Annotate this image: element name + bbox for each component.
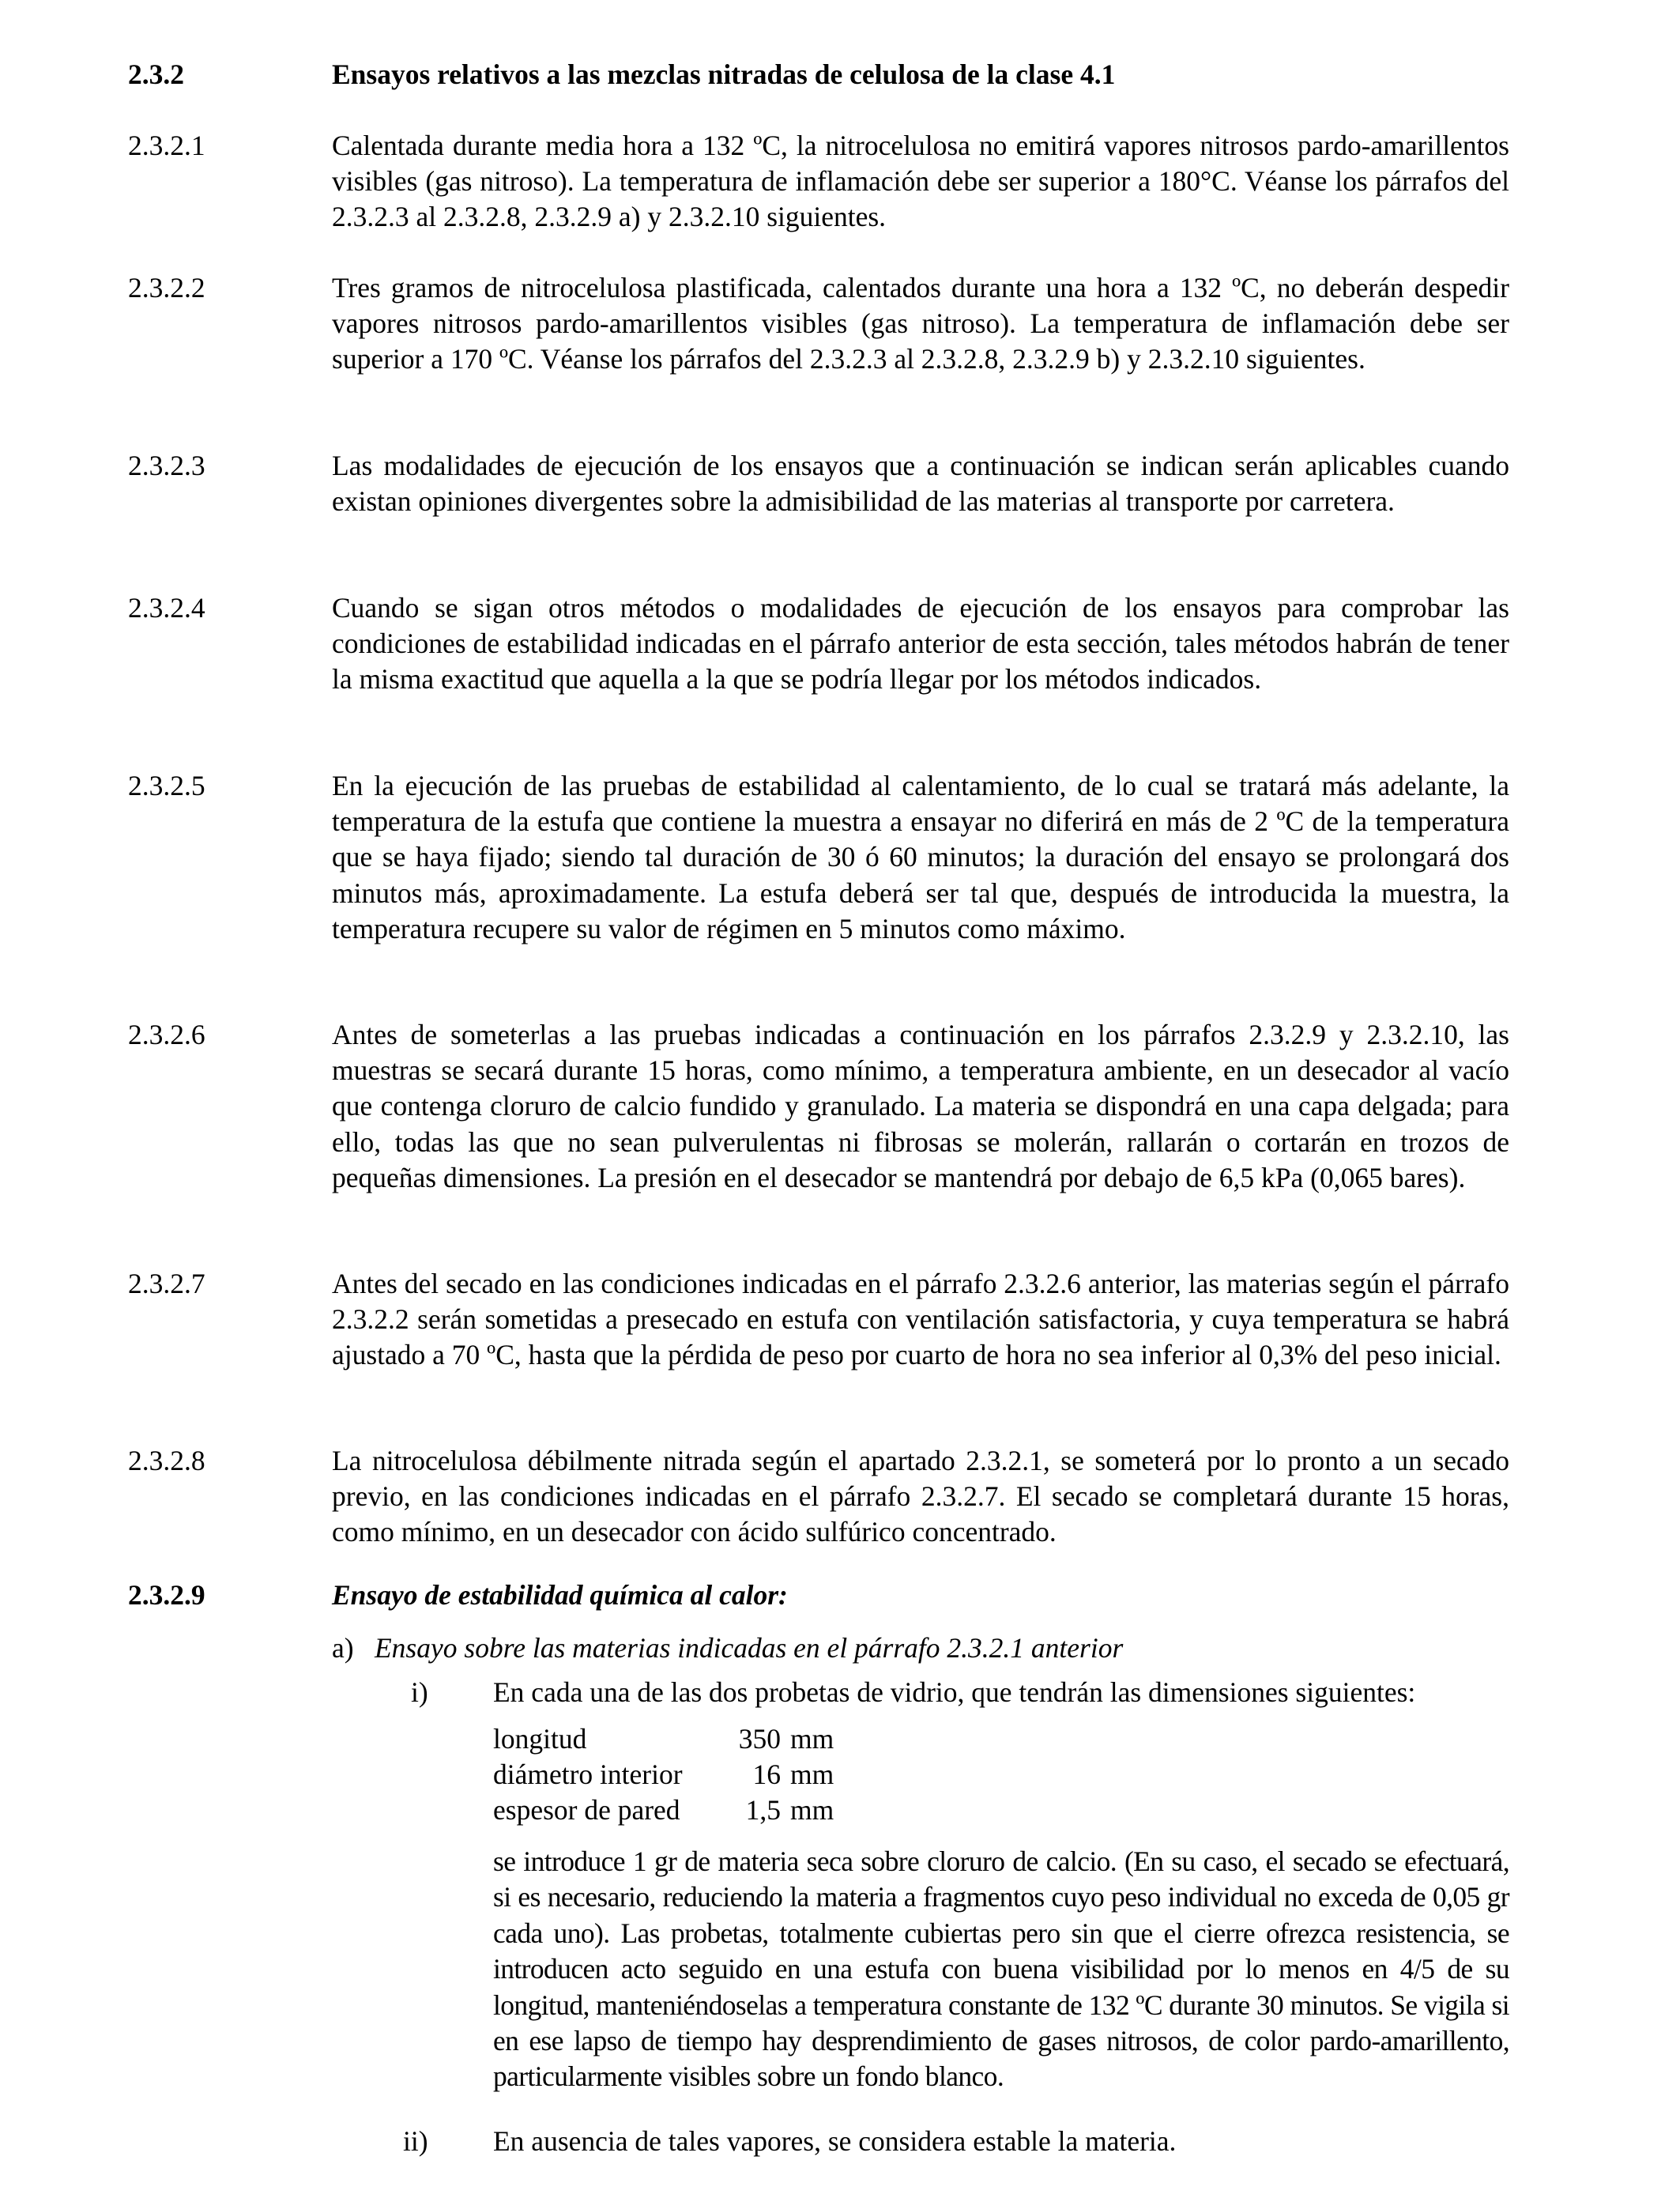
paragraph-number: 2.3.2.5	[128, 770, 205, 801]
paragraph-number: 2.3.2.2	[128, 272, 205, 303]
dimension-value: 1,5	[745, 1794, 781, 1826]
paragraph-text: Calentada durante media hora a 132 ºC, la nitrocelulosa no emitirá vapores nitrosos pardo-amarillentos visibles (gas nitroso). La temperatura de inflamación debe ser superior a 180°C. Véanse los párrafos del 2.3.2.3 al 2.3.2.8, 2.3.2.9 a) y 2.3.2.10 siguientes.	[332, 130, 1509, 233]
dimension-unit: mm	[790, 1759, 834, 1790]
dimension-row	[493, 1793, 853, 1828]
paragraph-text: Tres gramos de nitrocelulosa plastificada, calentados durante una hora a 132 ºC, no deberán despedir vapores nitrosos pardo-amarillentos visibles (gas nitroso). La temperatura de inflamación debe ser superior a 170 ºC. Véanse los párrafos del 2.3.2.3 al 2.3.2.8, 2.3.2.9 b) y 2.3.2.10 siguientes.	[332, 272, 1509, 375]
test-section-title: Ensayo de estabilidad química al calor:	[332, 1579, 788, 1611]
item-i-text: se introduce 1 gr de materia seca sobre cloruro de calcio. (En su caso, el secado se efectuará, si es necesario, reduciendo la materia a fragmentos cuyo peso individual no exceda de 0,05 gr cada uno). Las probetas, totalmente cubiertas pero sin que el cierre ofrezca resistencia, se introducen acto seguido en una estufa con buena visibilidad por lo menos en 4/5 de su longitud, manteniéndoselas a temperatura constante de 132 ºC durante 30 minutos. Se vigila si en ese lapso de tiempo hay desprendimiento de gases nitrosos, de color pardo-amarillento, particularmente visibles sobre un fondo blanco.	[493, 1845, 1509, 2093]
paragraph-number: 2.3.2.4	[128, 592, 205, 624]
item-i-intro: En cada una de las dos probetas de vidrio, que tendrán las dimensiones siguientes:	[493, 1676, 1416, 1708]
dimension-name: longitud	[493, 1723, 587, 1755]
dimension-value: 350	[738, 1723, 781, 1755]
dimensions-table	[493, 1721, 853, 1828]
dimension-value: 16	[752, 1759, 781, 1790]
item-a-title: Ensayo sobre las materias indicadas en el párrafo 2.3.2.1 anterior	[375, 1632, 1124, 1664]
dimension-row	[493, 1721, 853, 1757]
dimension-row	[493, 1757, 853, 1793]
section-title: Ensayos relativos a las mezclas nitradas de celulosa de la clase 4.1	[332, 58, 1116, 90]
paragraph-number: 2.3.2.3	[128, 450, 205, 481]
test-section-number: 2.3.2.9	[128, 1579, 205, 1611]
dimension-name: diámetro interior	[493, 1759, 683, 1790]
paragraph-text: Las modalidades de ejecución de los ensayos que a continuación se indican serán aplicables cuando existan opiniones divergentes sobre la admisibilidad de las materias al transporte por carretera.	[332, 450, 1509, 518]
paragraph-text: Antes del secado en las condiciones indicadas en el párrafo 2.3.2.6 anterior, las materias según el párrafo 2.3.2.2 serán sometidas a presecado en estufa con ventilación satisfactoria, y cuya temperatura se habrá ajustado a 70 ºC, hasta que la pérdida de peso por cuarto de hora no sea inferior al 0,3% del peso inicial.	[332, 1268, 1509, 1371]
dimension-unit: mm	[790, 1794, 834, 1826]
paragraph-number: 2.3.2.8	[128, 1445, 205, 1476]
paragraph-text: En la ejecución de las pruebas de estabilidad al calentamiento, de lo cual se tratará más adelante, la temperatura de la estufa que contiene la muestra a ensayar no diferirá en más de 2 ºC de la temperatura que se haya fijado; siendo tal duración de 30 ó 60 minutos; la duración del ensayo se prolongará dos minutos más, aproximadamente. La estufa deberá ser tal que, después de introducida la muestra, la temperatura recupere su valor de régimen en 5 minutos como máximo.	[332, 770, 1509, 944]
item-i-label: i)	[411, 1676, 428, 1708]
dimension-name: espesor de pared	[493, 1794, 680, 1826]
item-ii-text: En ausencia de tales vapores, se considera estable la materia.	[493, 2125, 1177, 2157]
item-a-label: a)	[332, 1632, 354, 1664]
dimension-unit: mm	[790, 1723, 834, 1755]
paragraph-number: 2.3.2.1	[128, 130, 205, 161]
paragraph-text: Antes de someterlas a las pruebas indicadas a continuación en los párrafos 2.3.2.9 y 2.3.2.10, las muestras se secará durante 15 horas, como mínimo, a temperatura ambiente, en un desecador al vacío que contenga cloruro de calcio fundido y granulado. La materia se dispondrá en una capa delgada; para ello, todas las que no sean pulverulentas ni fibrosas se molerán, rallarán o cortarán en trozos de pequeñas dimensiones. La presión en el desecador se mantendrá por debajo de 6,5 kPa (0,065 bares).	[332, 1019, 1509, 1193]
item-ii-label: ii)	[403, 2125, 428, 2157]
paragraph-number: 2.3.2.6	[128, 1019, 205, 1050]
section-number: 2.3.2	[128, 58, 184, 90]
paragraph-text: Cuando se sigan otros métodos o modalidades de ejecución de los ensayos para comprobar las condiciones de estabilidad indicadas en el párrafo anterior de esta sección, tales métodos habrán de tener la misma exactitud que aquella a la que se podría llegar por los métodos indicados.	[332, 592, 1509, 696]
paragraph-text: La nitrocelulosa débilmente nitrada según el apartado 2.3.2.1, se someterá por lo pronto a un secado previo, en las condiciones indicadas en el párrafo 2.3.2.7. El secado se completará durante 15 horas, como mínimo, en un desecador con ácido sulfúrico concentrado.	[332, 1445, 1509, 1548]
paragraph-number: 2.3.2.7	[128, 1268, 205, 1299]
